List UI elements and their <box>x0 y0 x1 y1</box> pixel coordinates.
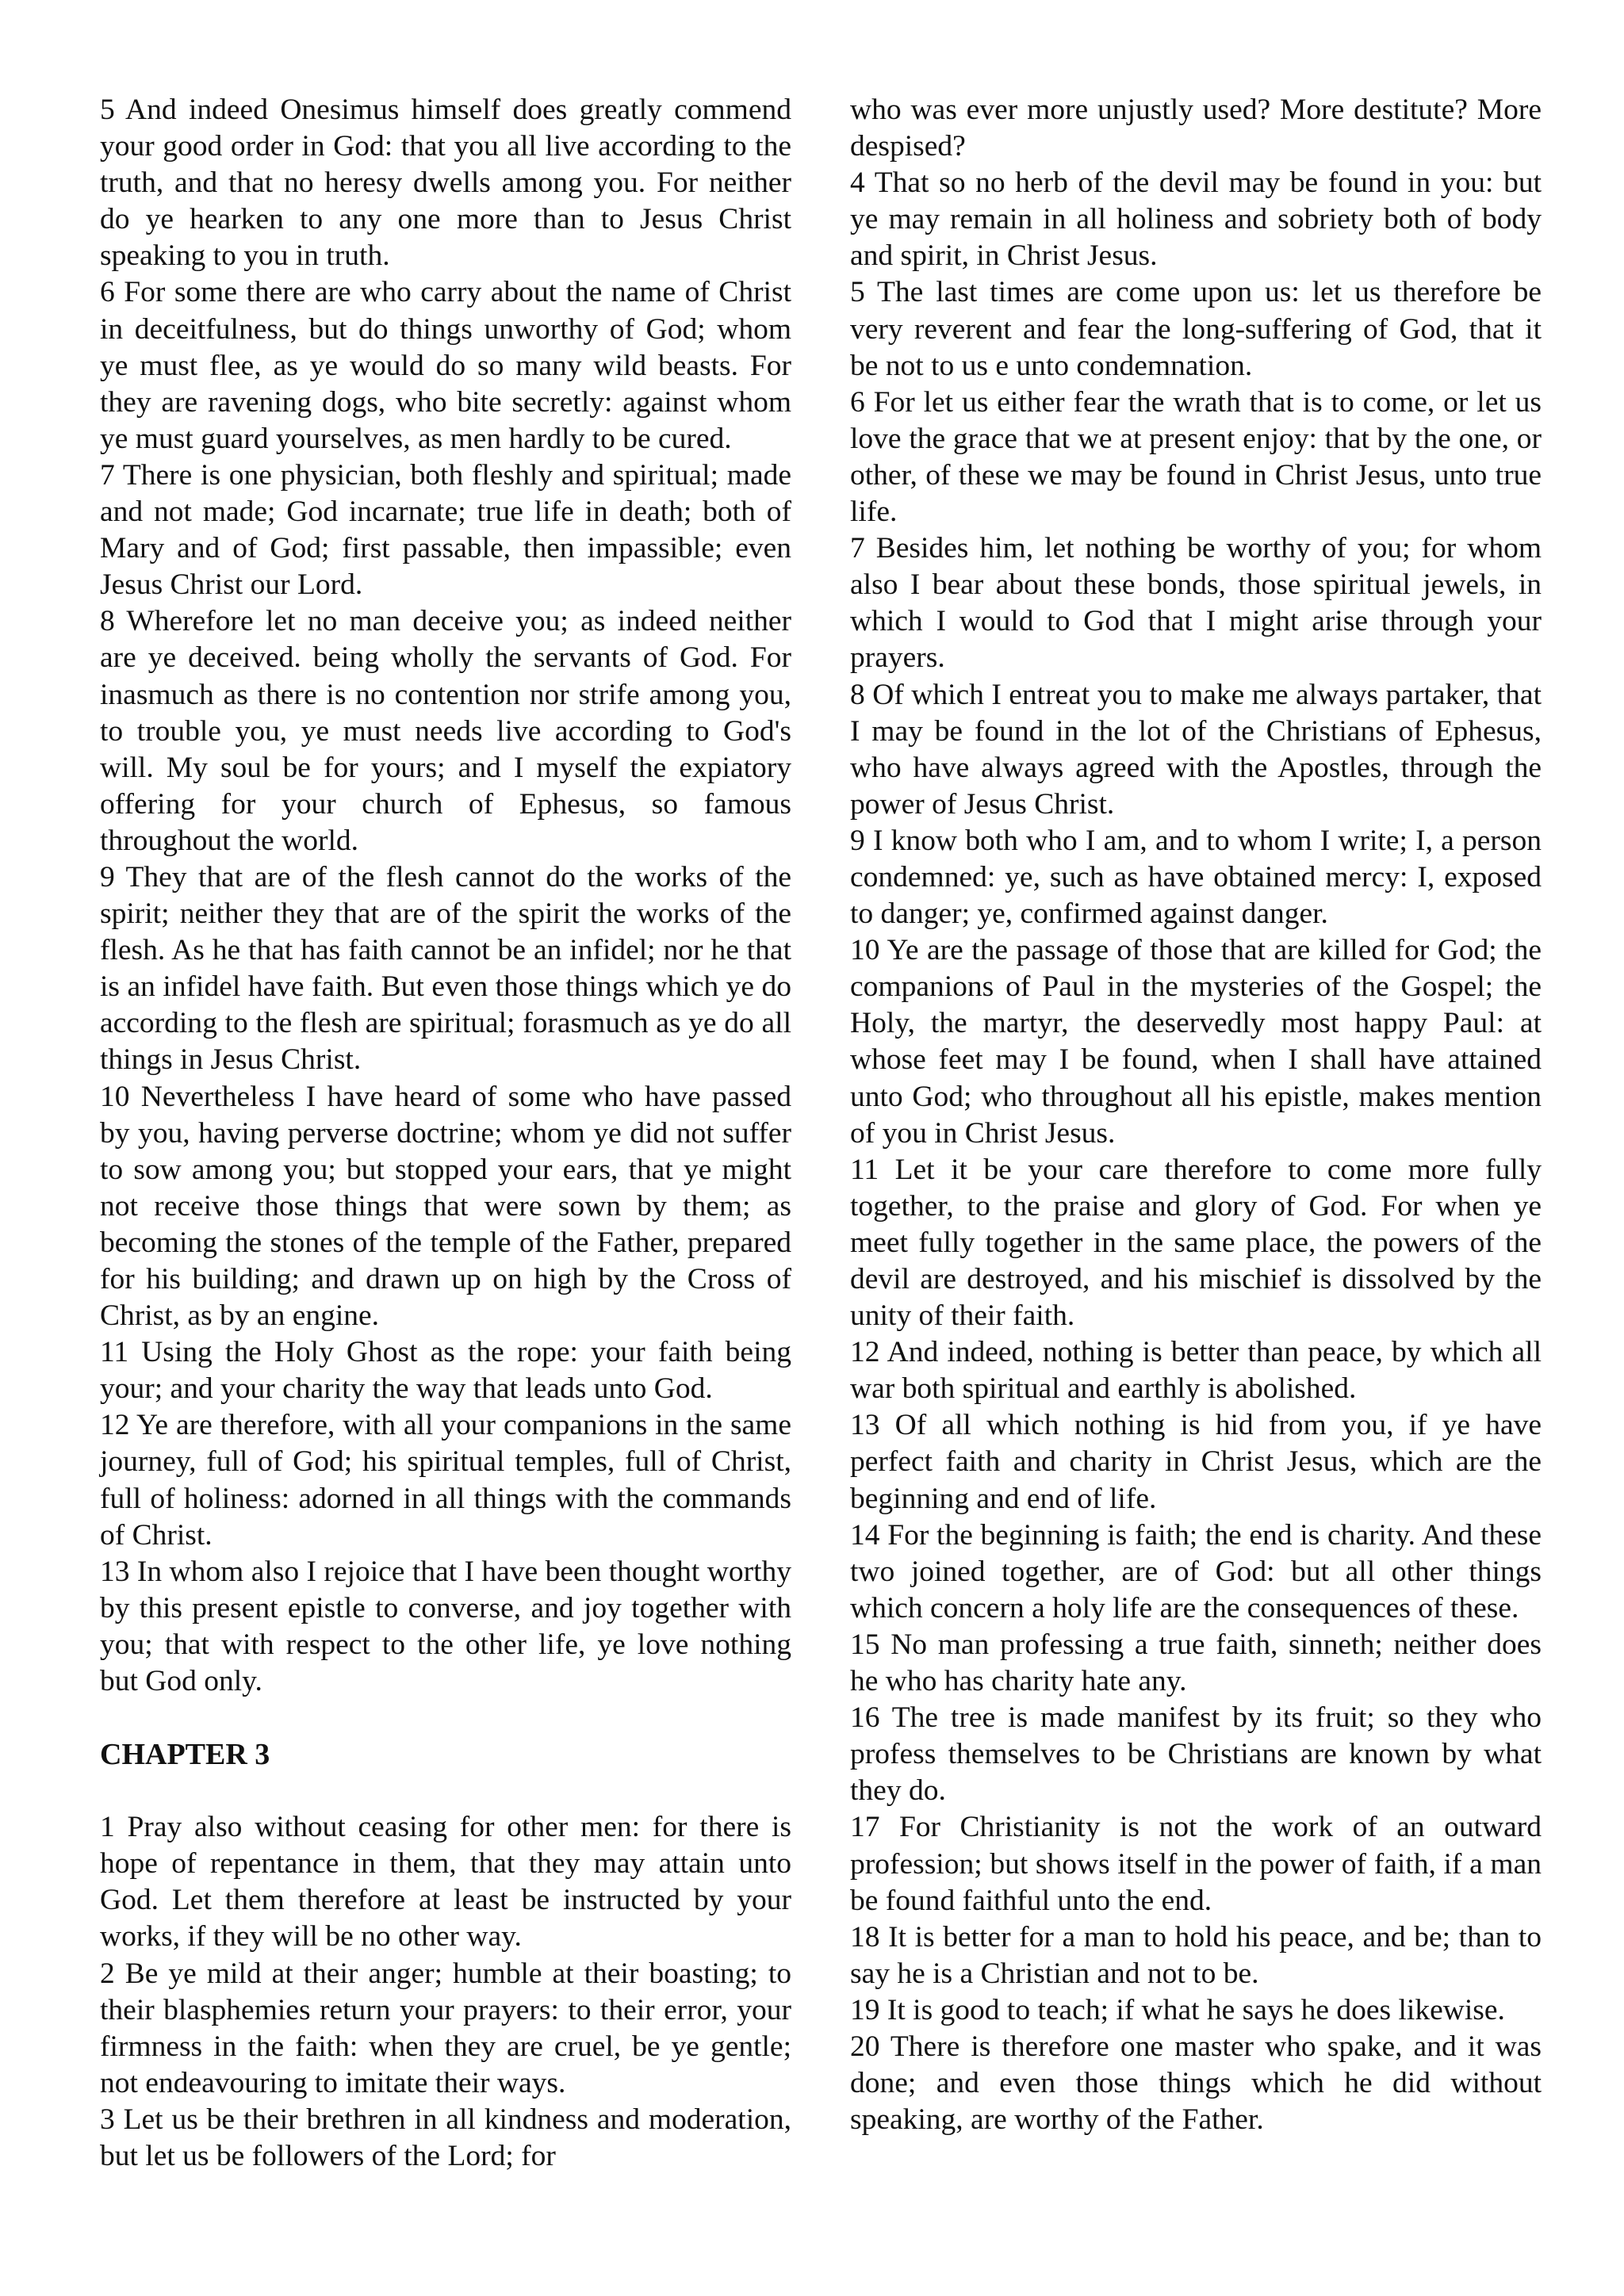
verse-paragraph: 11 Let it be your care therefore to come more fully together, to the praise and glory of God. For when ye meet fully together in the same place, the powers of the devil are destroyed, and his mischief is dissolved by the unity of their faith. <box>850 1153 1542 1333</box>
verse-paragraph: 12 And indeed, nothing is better than peace, by which all war both spiritual and earthly is abolished. <box>850 1336 1542 1406</box>
verse-paragraph: 13 Of all which nothing is hid from you, if ye have perfect faith and charity in Christ Jesus, which are the beginning and end of life. <box>850 1409 1542 1515</box>
verse-paragraph: 10 Nevertheless I have heard of some who have passed by you, having perverse doctrine; whom ye did not suffer to sow among you; but stopped your ears, that ye might not receive those things that were sown by them; as becoming the stones of the temple of the Father, prepared for his building; and drawn up on high by the Cross of Christ, as by an engine. <box>100 1080 791 1333</box>
verse-paragraph: 19 It is good to teach; if what he says he does likewise. <box>850 1993 1505 2026</box>
left-column <box>100 92 791 2175</box>
verse-paragraph: 3 Let us be their brethren in all kindness and moderation, but let us be followers of the Lord; for <box>100 2103 791 2172</box>
verse-paragraph: 5 The last times are come upon us: let us therefore be very reverent and fear the long-suffering of God, that it be not to us e unto condemnation. <box>850 276 1542 382</box>
verse-paragraph: 15 No man professing a true faith, sinneth; neither does he who has charity hate any. <box>850 1628 1542 1698</box>
verse-paragraph: 9 I know both who I am, and to whom I write; I, a person condemned: ye, such as have obtained mercy: I, exposed to danger; ye, confirmed against danger. <box>850 824 1542 931</box>
verse-paragraph: 10 Ye are the passage of those that are killed for God; the companions of Paul in the mysteries of the Gospel; the Holy, the martyr, the deservedly most happy Paul: at whose feet may I be found, when I shall have attained unto God; who throughout all his epistle, makes mention of you in Christ Jesus. <box>850 934 1542 1150</box>
verse-paragraph: 20 There is therefore one master who spake, and it was done; and even those things which he did without speaking, are worthy of the Father. <box>850 2030 1542 2137</box>
verse-paragraph: 13 In whom also I rejoice that I have been thought worthy by this present epistle to converse, and joy together with you; that with respect to the other life, ye love nothing but God only. <box>100 1555 791 1698</box>
verse-paragraph: 8 Wherefore let no man deceive you; as indeed neither are ye deceived. being wholly the servants of God. For inasmuch as there is no contention nor strife among you, to trouble you, ye must needs live according to God's will. My soul be for yours; and I myself the expiatory offering for your church of Ephesus, so famous throughout the world. <box>100 605 791 857</box>
right-column <box>850 92 1542 2138</box>
verse-paragraph: 5 And indeed Onesimus himself does greatly commend your good order in God: that you all live according to the truth, and that no heresy dwells among you. For neither do ye hearken to any one more than to Jesus Christ speaking to you in truth. <box>100 94 791 273</box>
verse-paragraph: 7 There is one physician, both fleshly and spiritual; made and not made; God incarnate; true life in death; both of Mary and of God; first passable, then impassible; even Jesus Christ our Lord. <box>100 458 791 602</box>
verse-paragraph: 1 Pray also without ceasing for other men: for there is hope of repentance in them, that they may attain unto God. Let them therefore at least be instructed by your works, if they will be no other way. <box>100 1811 791 1954</box>
verse-paragraph: 4 That so no herb of the devil may be found in you: but ye may remain in all holiness and sobriety both of body and spirit, in Christ Jesus. <box>850 166 1542 273</box>
verse-paragraph: 2 Be ye mild at their anger; humble at their boasting; to their blasphemies return your prayers: to their error, your firmness in the faith: when they are cruel, be ye gentle; not endeavouring to imitate their ways. <box>100 1957 791 2099</box>
verse-paragraph: 6 For some there are who carry about the name of Christ in deceitfulness, but do things unworthy of God; whom ye must flee, as ye would do so many wild beasts. For they are ravening dogs, who bite secretly: against whom ye must guard yourselves, as men hardly to be cured. <box>100 276 791 455</box>
verse-paragraph: 7 Besides him, let nothing be worthy of you; for whom also I bear about these bonds, those spiritual jewels, in which I would to God that I might arise through your prayers. <box>850 532 1542 675</box>
verse-paragraph: 14 For the beginning is faith; the end is charity. And these two joined together, are of God: but all other things which concern a holy life are the consequences of these. <box>850 1518 1542 1624</box>
verse-paragraph: 16 The tree is made manifest by its fruit; so they who profess themselves to be Christians are known by what they do. <box>850 1701 1542 1808</box>
verse-paragraph: 9 They that are of the flesh cannot do the works of the spirit; neither they that are of the spirit the works of the flesh. As he that has faith cannot be an infidel; nor he that is an infidel have faith. But even those things which ye do according to the flesh are spiritual; forasmuch as ye do all things in Jesus Christ. <box>100 860 791 1077</box>
verse-paragraph: 8 Of which I entreat you to make me always partaker, that I may be found in the lot of the Christians of Ephesus, who have always agreed with the Apostles, through the power of Jesus Christ. <box>850 678 1542 821</box>
chapter-heading: CHAPTER 3 <box>100 1738 270 1772</box>
verse-paragraph: 18 It is better for a man to hold his peace, and be; than to say he is a Christian and not to be. <box>850 1920 1542 1990</box>
verse-paragraph: 11 Using the Holy Ghost as the rope: your faith being your; and your charity the way that leads unto God. <box>100 1336 791 1406</box>
verse-paragraph: 6 For let us either fear the wrath that is to come, or let us love the grace that we at present enjoy: that by the one, or other, of these we may be found in Christ Jesus, unto true life. <box>850 385 1542 529</box>
verse-paragraph: 12 Ye are therefore, with all your companions in the same journey, full of God; his spiritual temples, full of Christ, full of holiness: adorned in all things with the commands of Christ. <box>100 1409 791 1552</box>
verse-paragraph: 17 For Christianity is not the work of an outward profession; but shows itself in the power of faith, if a man be found faithful unto the end. <box>850 1811 1542 1917</box>
verse-paragraph: who was ever more unjustly used? More destitute? More despised? <box>850 94 1542 163</box>
